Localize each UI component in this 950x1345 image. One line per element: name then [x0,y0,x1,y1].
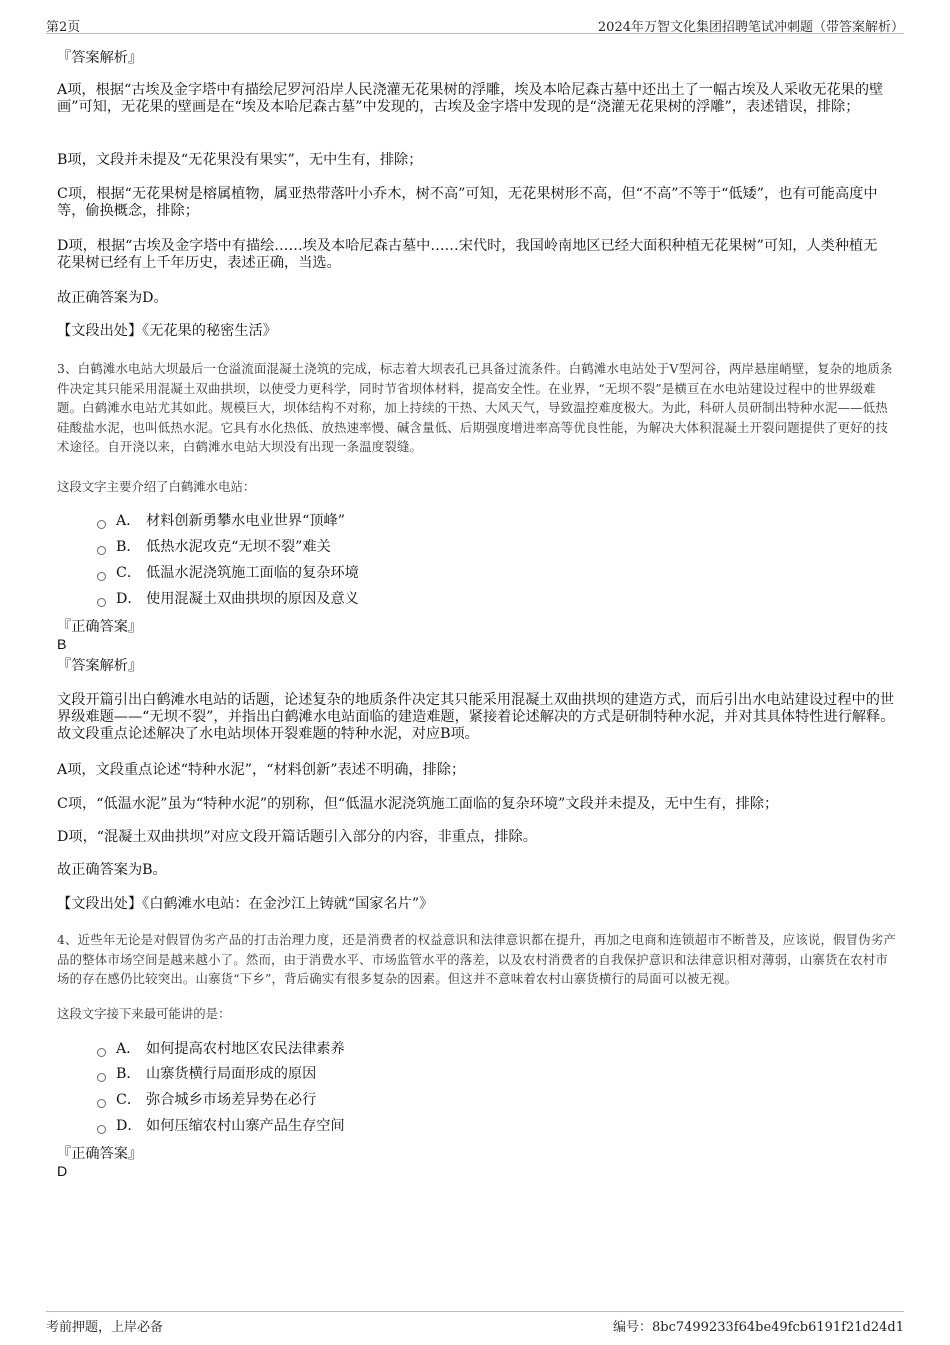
q3-analysis-d: D项，“混凝土双曲拱坝”对应文段开篇话题引入部分的内容，非重点，排除。 [57,829,537,845]
q3-option-a[interactable]: A． 材料创新勇攀水电业世界“顶峰” [97,512,345,530]
q3-conclusion: 故正确答案为B。 [57,862,167,878]
q3-source: 【文段出处】《白鹤滩水电站：在金沙江上铸就“国家名片”》 [57,896,434,912]
q3-analysis-a: A项，文段重点论述“特种水泥”，“材料创新”表述不明确，排除； [57,762,466,778]
footer-slogan: 考前押题，上岸必备 [46,1320,164,1335]
radio-icon[interactable] [97,572,106,581]
q4-prompt: 这段文字接下来最可能讲的是： [57,1006,231,1021]
radio-icon[interactable] [97,1125,106,1134]
page-number: 第2页 [46,20,81,35]
q3-analysis-label: 『答案解析』 [57,658,143,674]
radio-icon[interactable] [97,1048,106,1057]
page-header [46,14,904,34]
q4-option-c[interactable]: C． 弥合城乡市场差异势在必行 [97,1091,316,1109]
q3-option-b[interactable]: B． 低热水泥攻克“无坝不裂”难关 [97,538,331,556]
q2-analysis-b: B项，文段并未提及“无花果没有果实”，无中生有，排除； [57,152,423,168]
document-id: 编号：8bc7499233f64be49fcb6191f21d24d1 [613,1320,904,1335]
q2-analysis-label: 『答案解析』 [57,50,143,66]
page-footer [46,1311,904,1335]
radio-icon[interactable] [97,520,106,529]
q3-prompt: 这段文字主要介绍了白鹤滩水电站： [57,479,256,494]
q3-answer-label: 『正确答案』 [57,619,143,635]
q4-option-b[interactable]: B． 山寨货横行局面形成的原因 [97,1065,316,1083]
q4-answer: D [57,1164,68,1180]
radio-icon[interactable] [97,546,106,555]
radio-icon[interactable] [97,598,106,607]
q4-option-d[interactable]: D． 如何压缩农村山寨产品生存空间 [97,1117,345,1135]
q2-analysis-d: D项，根据“古埃及金字塔中有描绘……埃及本哈尼森古墓中……宋代时，我国岭南地区已经大面积种植无花果树”可知，人类种植无花果树已经有上千年历史，表述正确，当选。 [57,238,878,271]
q3-option-c[interactable]: C． 低温水泥浇筑施工面临的复杂环境 [97,564,359,582]
q3-answer: B [57,637,67,653]
q4-option-a[interactable]: A． 如何提高农村地区农民法律素养 [97,1040,345,1058]
q2-analysis-c: C项，根据“无花果树是榕属植物，属亚热带落叶小乔木，树不高”可知，无花果树形不高，但“不高”不等于“低矮”，也有可能高度中等，偷换概念，排除； [57,186,878,219]
q3-analysis-main: 文段开篇引出白鹤滩水电站的话题，论述复杂的地质条件决定其只能采用混凝土双曲拱坝的建造方式，而后引出水电站建设过程中的世界级难题——“无坝不裂”，并指出白鹤滩水电站面临的建造难题，紧接着论述解决的方式是研制特种水泥，并对其具体特性进行解释。故文段重点论述解决了水电站坝体开裂难题的特种水泥，对应B项。 [57,692,895,742]
q4-answer-label: 『正确答案』 [57,1146,143,1162]
q2-source: 【文段出处】《无花果的秘密生活》 [57,323,277,339]
q4-question-text: 4、近些年无论是对假冒伪劣产品的打击治理力度，还是消费者的权益意识和法律意识都在提升，再加之电商和连锁超市不断普及，应该说，假冒伪劣产品的整体市场空间是越来越小了。然而，由于消费水平、市场监管水平的落差，以及农村消费者的自我保护意识和法律意识相对薄弱，山寨货在农村市场的存在感仍比较突出。山寨货“下乡”，背后确实有很多复杂的因素。但这并不意味着农村山寨货横行的局面可以被无视。 [57,932,897,987]
radio-icon[interactable] [97,1099,106,1108]
q3-option-d[interactable]: D． 使用混凝土双曲拱坝的原因及意义 [97,590,359,608]
q3-question-text: 3、白鹤滩水电站大坝最后一仓溢流面混凝土浇筑的完成，标志着大坝表孔已具备过流条件。白鹤滩水电站处于V型河谷，两岸悬崖峭壁，复杂的地质条件决定其只能采用混凝土双曲拱坝，以使受力更科学，同时节省坝体材料，提高安全性。在业界，“无坝不裂”是横亘在水电站建设过程中的世界级难题。白鹤滩水电站尤其如此。规模巨大，坝体结构不对称，加上持续的干热、大风天气，导致温控难度极大。为此，科研人员研制出特种水泥——低热硅酸盐水泥，也叫低热水泥。它具有水化热低、放热速率慢、碱含量低、后期强度增进率高等优良性能，为解决大体积混凝土开裂问题提供了更好的技术途径。自开浇以来，白鹤滩水电站大坝没有出现一条温度裂缝。 [57,361,893,455]
q3-analysis-c: C项，“低温水泥”虽为“特种水泥”的别称，但“低温水泥浇筑施工面临的复杂环境”文段并未提及，无中生有，排除； [57,796,779,812]
document-title: 2024年万智文化集团招聘笔试冲刺题（带答案解析） [597,20,904,35]
q2-conclusion: 故正确答案为D。 [57,290,168,306]
q2-analysis-a: A项，根据“古埃及金字塔中有描绘尼罗河沿岸人民浇灌无花果树的浮雕，埃及本哈尼森古墓中还出土了一幅古埃及人采收无花果的壁画”可知，无花果的壁画是在“埃及本哈尼森古墓”中发现的，古埃及金字塔中发现的是“浇灌无花果树的浮雕”，表述错误，排除； [57,82,884,115]
radio-icon[interactable] [97,1073,106,1082]
